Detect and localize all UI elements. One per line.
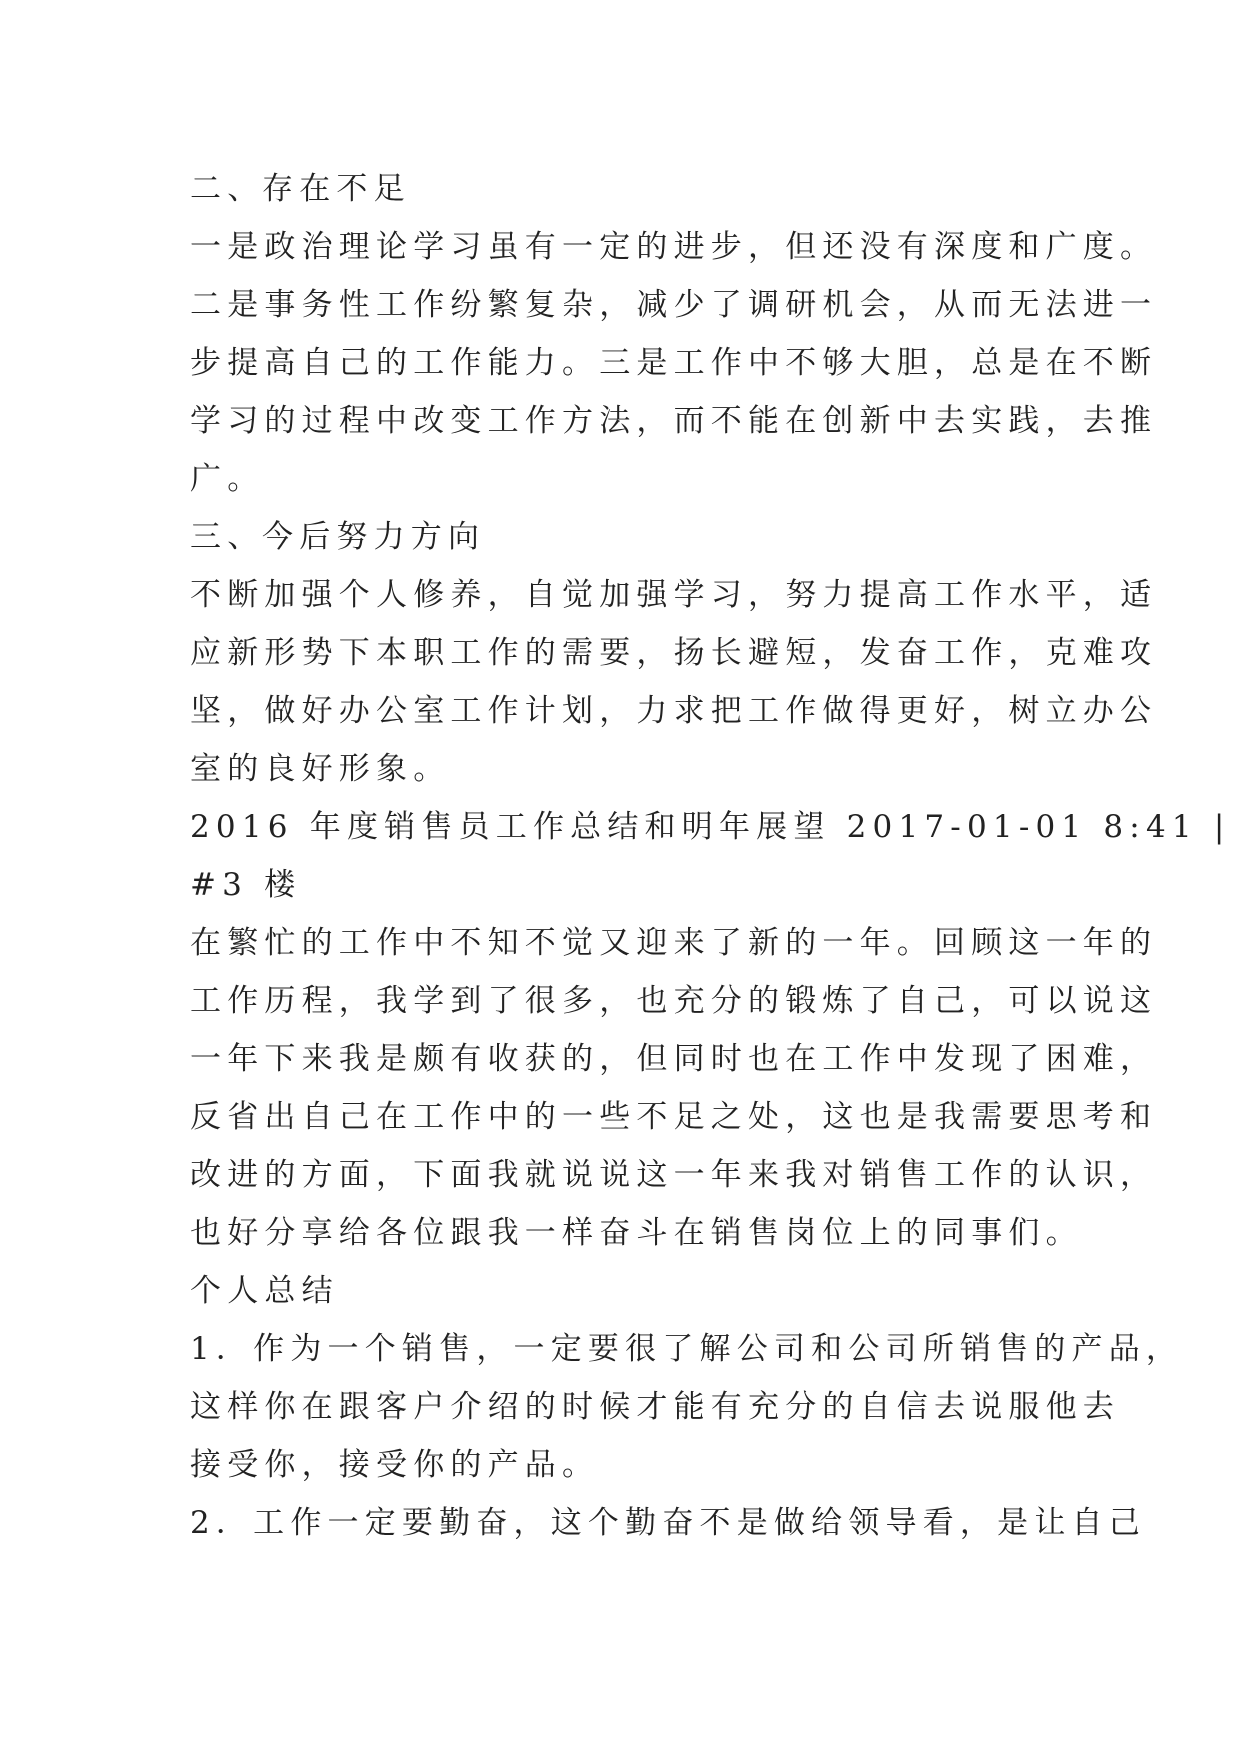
list-item-line: 这样你在跟客户介绍的时候才能有充分的自信去说服他去	[190, 1389, 1120, 1425]
paragraph-line: 在繁忙的工作中不知不觉又迎来了新的一年。回顾这一年的	[190, 925, 1158, 961]
post-floor-label: #3 楼	[190, 867, 302, 903]
paragraph-line: 不断加强个人修养，自觉加强学习，努力提高工作水平，适	[190, 577, 1158, 613]
section-heading-shortcomings	[190, 160, 1070, 218]
summary-heading: 个人总结	[190, 1273, 339, 1309]
paragraph-line: 广。	[190, 461, 265, 497]
section-title: 今后努力方向	[262, 519, 486, 555]
post-title-line: 2016 年度销售员工作总结和明年展望 2017-01-01 8:41 |	[190, 809, 1231, 845]
paragraph-line: 二是事务性工作纷繁复杂，减少了调研机会，从而无法进一	[190, 287, 1158, 323]
document-body	[190, 160, 1231, 1552]
paragraph-line: 室的良好形象。	[190, 751, 451, 787]
paragraph-line: 也好分享给各位跟我一样奋斗在销售岗位上的同事们。	[190, 1215, 1083, 1251]
paragraph-line: 坚，做好办公室工作计划，力求把工作做得更好，树立办公	[190, 693, 1158, 729]
paragraph-line: 学习的过程中改变工作方法，而不能在创新中去实践，去推	[190, 403, 1158, 439]
list-item-line: 接受你，接受你的产品。	[190, 1447, 600, 1483]
section-number: 二、	[190, 171, 265, 207]
paragraph-line: 一年下来我是颇有收获的，但同时也在工作中发现了困难，	[190, 1041, 1158, 1077]
paragraph-line: 步提高自己的工作能力。三是工作中不够大胆，总是在不断	[190, 345, 1158, 381]
paragraph-line: 反省出自己在工作中的一些不足之处，这也是我需要思考和	[190, 1099, 1158, 1135]
section-number: 三、	[190, 519, 265, 555]
section-title: 存在不足	[262, 171, 411, 207]
paragraph-line: 应新形势下本职工作的需要，扬长避短，发奋工作，克难攻	[190, 635, 1158, 671]
paragraph-line: 工作历程，我学到了很多，也充分的锻炼了自己，可以说这	[190, 983, 1158, 1019]
paragraph-line: 一是政治理论学习虽有一定的进步，但还没有深度和广度。	[190, 229, 1158, 265]
section-heading-future-direction	[190, 508, 1070, 566]
list-item-line: 2．工作一定要勤奋，这个勤奋不是做给领导看，是让自己	[190, 1505, 1146, 1541]
list-item-line: 1．作为一个销售，一定要很了解公司和公司所销售的产品，	[190, 1331, 1184, 1367]
paragraph-line: 改进的方面，下面我就说说这一年来我对销售工作的认识，	[190, 1157, 1158, 1193]
